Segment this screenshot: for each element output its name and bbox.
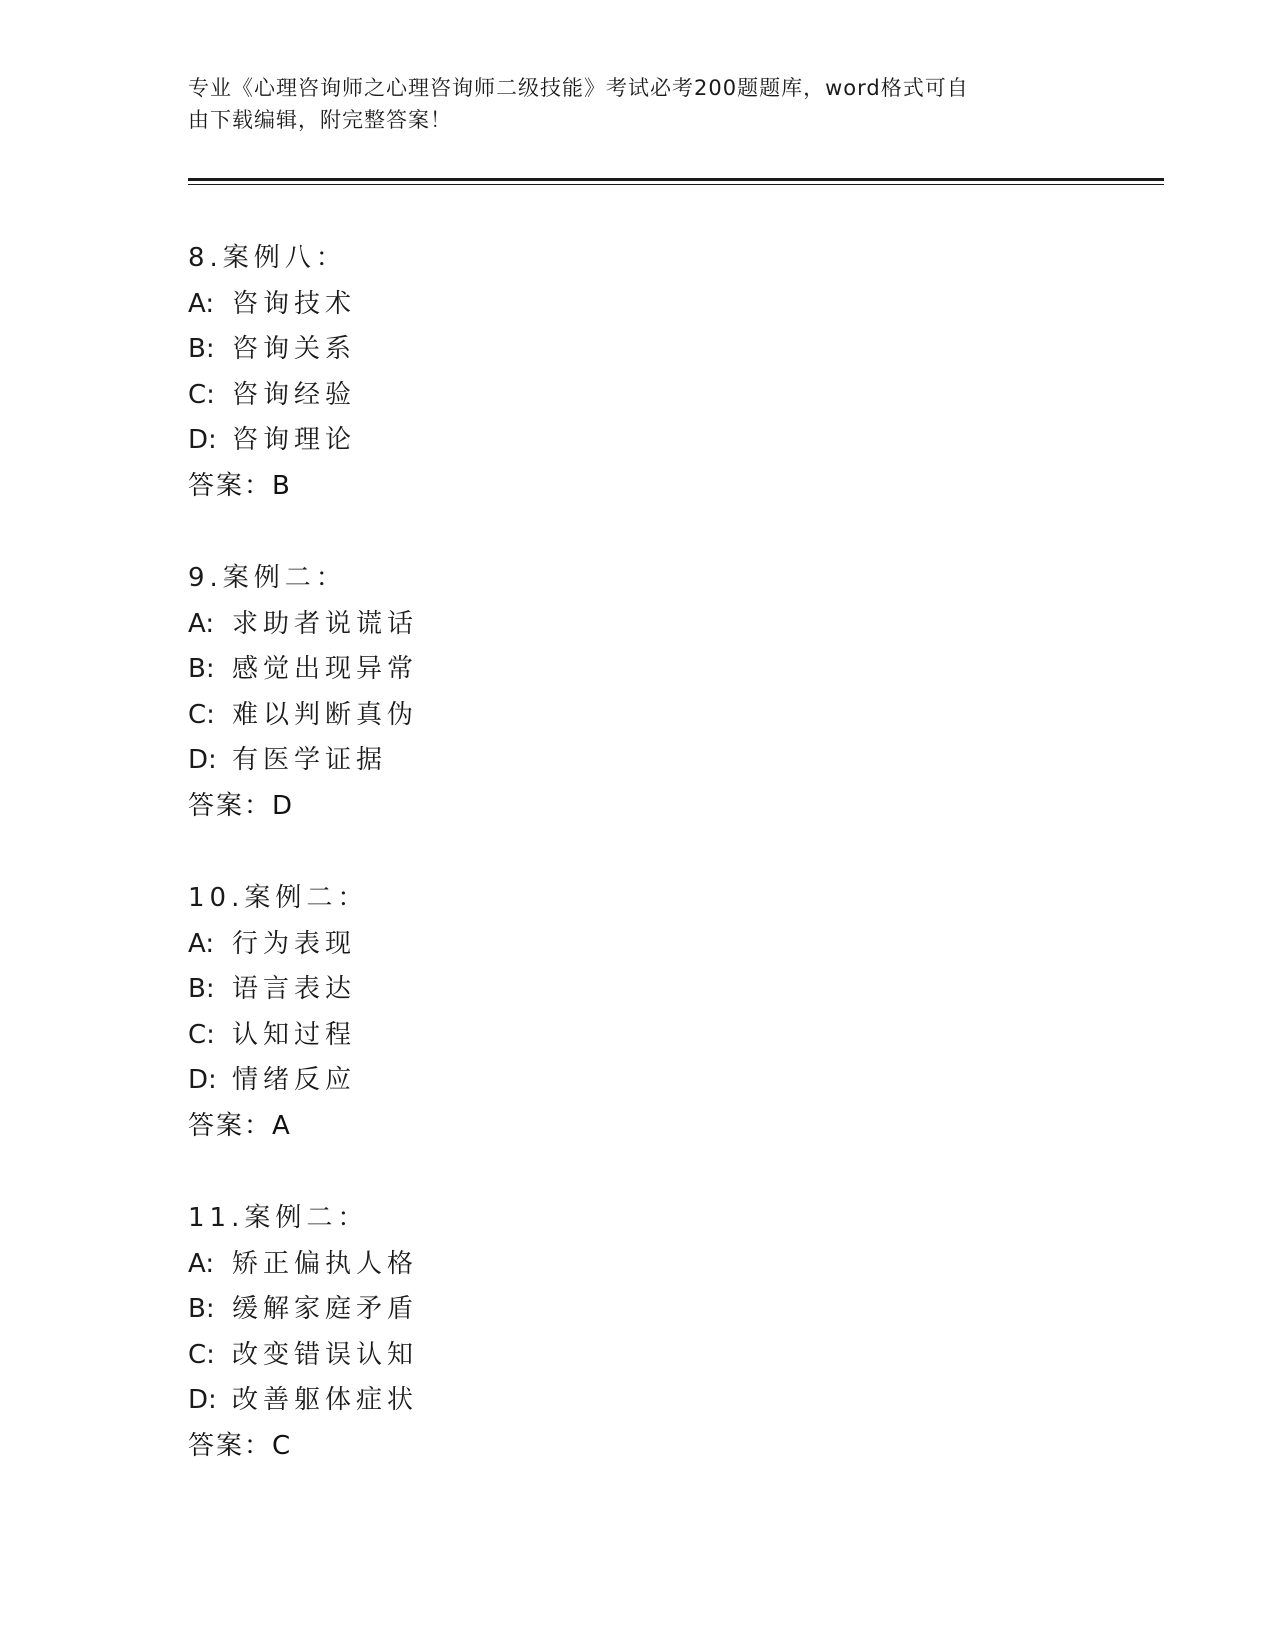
- option-text: 改善躯体症状: [232, 1385, 419, 1415]
- option-d: [188, 1058, 418, 1104]
- question-8: [188, 236, 418, 556]
- option-c: [188, 693, 418, 739]
- option-text: 求助者说谎话: [232, 608, 419, 639]
- option-c: [188, 1013, 418, 1059]
- option-d: [188, 1378, 418, 1424]
- option-b: [188, 327, 418, 373]
- option-c: [188, 1333, 418, 1379]
- option-tag: C:: [188, 1019, 215, 1050]
- header-divider-thin: [188, 184, 1164, 185]
- option-c: [188, 373, 418, 419]
- option-a: [188, 1242, 418, 1288]
- option-tag: D:: [188, 1065, 217, 1095]
- document-header: [188, 72, 1068, 136]
- answer-line: 答案：C: [188, 1430, 293, 1461]
- option-a: [188, 282, 418, 328]
- option-text: 难以判断真伪: [232, 699, 419, 730]
- question-title: 8.案例八：: [188, 243, 347, 273]
- option-text: 有医学证据: [232, 745, 388, 775]
- question-9: [188, 556, 418, 876]
- question-list: [188, 236, 418, 1516]
- option-tag: C:: [188, 699, 215, 730]
- option-b: [188, 647, 418, 693]
- option-text: 咨询关系: [232, 334, 357, 364]
- option-tag: D:: [188, 745, 217, 775]
- option-text: 语言表达: [232, 974, 357, 1004]
- option-text: 咨询理论: [232, 425, 357, 455]
- option-b: [188, 1287, 418, 1333]
- option-text: 行为表现: [232, 928, 357, 959]
- option-tag: C:: [188, 1339, 215, 1370]
- option-tag: A:: [188, 1248, 215, 1279]
- option-tag: B:: [188, 974, 215, 1004]
- option-text: 感觉出现异常: [232, 654, 419, 684]
- answer-line: 答案：D: [188, 790, 295, 821]
- option-tag: A:: [188, 608, 215, 639]
- question-title: 9.案例二：: [188, 563, 347, 593]
- question-10: [188, 876, 418, 1196]
- option-tag: D:: [188, 1385, 217, 1415]
- option-text: 矫正偏执人格: [232, 1248, 419, 1279]
- option-tag: D:: [188, 425, 217, 455]
- answer-line: 答案：B: [188, 470, 292, 501]
- header-line-2: 由下载编辑，附完整答案！: [188, 108, 452, 132]
- option-a: [188, 602, 418, 648]
- answer-line: 答案：A: [188, 1110, 292, 1141]
- option-a: [188, 922, 418, 968]
- option-text: 咨询经验: [232, 379, 357, 410]
- question-title: 10.案例二：: [188, 883, 369, 913]
- question-title: 11.案例二：: [188, 1203, 369, 1233]
- option-text: 认知过程: [232, 1019, 357, 1050]
- option-text: 缓解家庭矛盾: [232, 1294, 419, 1324]
- option-text: 改变错误认知: [232, 1339, 419, 1370]
- option-tag: B:: [188, 654, 215, 684]
- header-line-1: 专业《心理咨询师之心理咨询师二级技能》考试必考200题题库，word格式可自: [188, 76, 969, 100]
- option-tag: A:: [188, 288, 215, 319]
- option-text: 情绪反应: [232, 1065, 357, 1095]
- option-d: [188, 738, 418, 784]
- option-tag: B:: [188, 334, 215, 364]
- question-11: [188, 1196, 418, 1516]
- header-divider-thick: [188, 178, 1164, 181]
- option-tag: A:: [188, 928, 215, 959]
- option-tag: C:: [188, 379, 215, 410]
- option-b: [188, 967, 418, 1013]
- option-tag: B:: [188, 1294, 215, 1324]
- option-d: [188, 418, 418, 464]
- option-text: 咨询技术: [232, 288, 357, 319]
